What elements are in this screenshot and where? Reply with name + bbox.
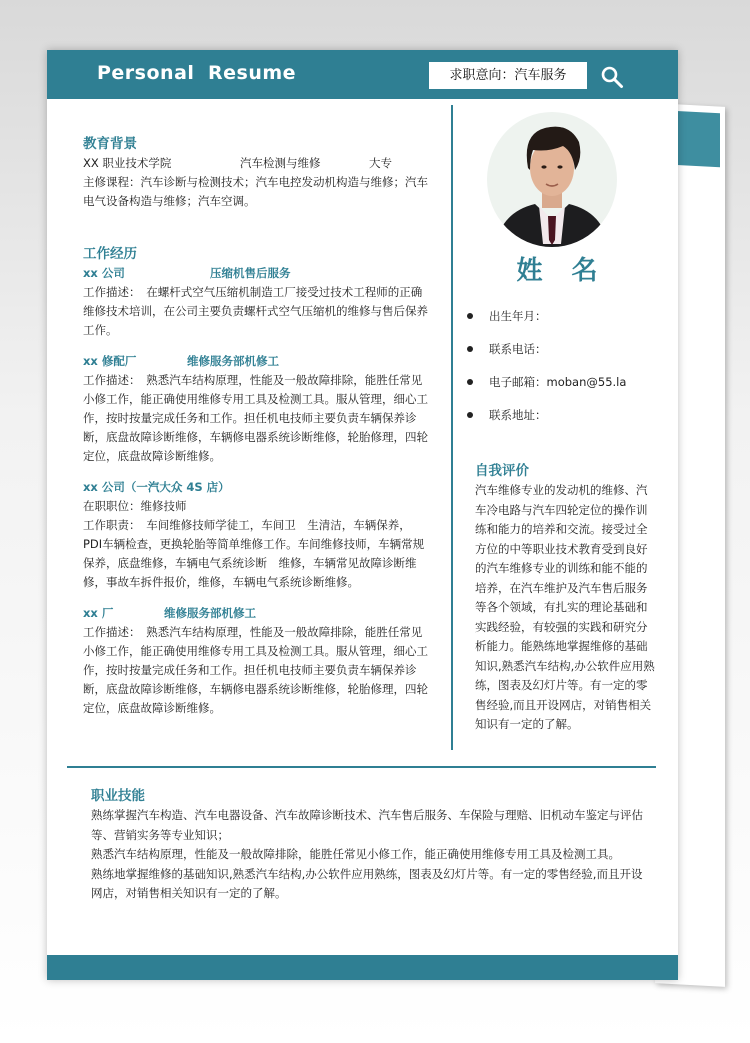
avatar-portrait xyxy=(487,112,617,247)
job-intent-box: 求职意向：汽车服务 xyxy=(429,62,587,89)
job-company: xx 修配厂 xyxy=(83,354,137,368)
skill-line: 熟练地掌握维修的基础知识,熟悉汽车结构,办公软件应用熟练，图表及幻灯片等。有一定的零售经验,而且开设网店，对销售相关知识有一定的了解。 xyxy=(91,866,643,900)
contact-item-phone: 联系电话： xyxy=(467,341,667,374)
job-description: 工作描述： 熟悉汽车结构原理，性能及一般故障排除，能胜任常见小修工作，能正确使用维修专用工具及检测工具。服从管理，细心工作，按时按量完成任务和工作。担任机电技师主要负责车辆保养诊断，底盘故障诊断维修，车辆修电器系统诊断维修，轮胎修理，四轮定位，底盘故障诊断维修。 xyxy=(83,373,428,463)
job-entry xyxy=(83,352,428,466)
job-header xyxy=(83,478,428,497)
job-company: xx 公司 xyxy=(83,266,125,280)
self-eval-text: 汽车维修专业的发动机的维修、汽车冷电路与汽车四轮定位的操作训练和能力的培养和交流。接受过全方位的中等职业技术教育受到良好的汽车维修专业的训练和能不能的培养，在汽车维护及汽车售后服务等各个领域，有扎实的理论基础和实践经验，有较强的实践和研究分析能力。能熟练地掌握维修的基础知识,熟悉汽车结构,办公软件应用熟练，图表及幻灯片等。有一定的零售经验,而且开设网店，对销售相关知识有一定的了解。 xyxy=(475,483,655,731)
skills-section xyxy=(91,786,646,904)
left-column xyxy=(83,134,428,718)
bullet-icon xyxy=(467,379,473,385)
job-title-line: 在职职位：维修技师 xyxy=(83,499,187,513)
job-header xyxy=(83,264,428,283)
job-company: xx 公司（一汽大众 4S 店） xyxy=(83,480,230,494)
header-bar xyxy=(47,50,678,99)
major: 汽车检测与维修 xyxy=(240,156,321,170)
brand-personal: Personal xyxy=(97,62,195,84)
job-description: 工作职责： 车间维修技师学徒工，车间卫 生清洁，车辆保养，PDI车辆检查，更换轮胎等简单维修工作。车间维修技师，车辆常规保养，底盘维修，车辆电气系统诊断 维修，车辆常见故障诊断维修，事故车拆件报价，维修，车辆电气系统诊断维修。 xyxy=(83,518,425,589)
bullet-icon xyxy=(467,313,473,319)
self-evaluation xyxy=(475,461,657,735)
profile-photo xyxy=(487,112,617,247)
contact-list xyxy=(467,308,667,440)
education-title: 教育背景 xyxy=(83,136,137,152)
skill-line: 熟悉汽车结构原理，性能及一般故障排除，能胜任常见小修工作，能正确使用维修专用工具及检测工具。 xyxy=(91,847,620,861)
person-name: 姓 名 xyxy=(516,256,608,286)
job-entry xyxy=(83,604,428,718)
courses: 主修课程：汽车诊断与检测技术；汽车电控发动机构造与维修；汽车电气设备构造与维修；汽车空调。 xyxy=(83,175,428,208)
back-paper-tab xyxy=(672,111,720,168)
job-header xyxy=(83,352,428,371)
job-description: 工作描述： 熟悉汽车结构原理，性能及一般故障排除，能胜任常见小修工作，能正确使用维修专用工具及检测工具。服从管理，细心工作，按时按量完成任务和工作。担任机电技师主要负责车辆保养诊断，底盘故障诊断维修，车辆修电器系统诊断维修，轮胎修理，四轮定位，底盘故障诊断维修。 xyxy=(83,625,428,715)
job-header xyxy=(83,604,428,623)
job-position: 维修服务部机修工 xyxy=(187,354,279,368)
contact-item-birth: 出生年月： xyxy=(467,308,667,341)
job-position: 压缩机售后服务 xyxy=(210,266,291,280)
brand-resume: Resume xyxy=(208,62,297,84)
work-title: 工作经历 xyxy=(83,246,137,262)
skills-title: 职业技能 xyxy=(91,788,145,804)
degree: 大专 xyxy=(369,156,392,170)
section-divider xyxy=(67,766,656,768)
job-description: 工作描述： 在螺杆式空气压缩机制造工厂接受过技术工程师的正确维修技术培训，在公司主要负责螺杆式空气压缩机的维修与售后保养工作。 xyxy=(83,285,428,337)
contact-item-email: 电子邮箱：moban@55.la xyxy=(467,374,667,407)
column-divider xyxy=(451,105,453,750)
bullet-icon xyxy=(467,412,473,418)
resume-page xyxy=(47,50,678,980)
job-company: xx 厂 xyxy=(83,606,114,620)
skill-line: 熟练掌握汽车构造、汽车电器设备、汽车故障诊断技术、汽车售后服务、车保险与理赔、旧机动车鉴定与评估等、营销实务等专业知识； xyxy=(91,808,643,842)
footer-bar xyxy=(47,955,678,980)
search-icon[interactable] xyxy=(600,65,624,89)
contact-item-address: 联系地址： xyxy=(467,407,667,440)
job-entry xyxy=(83,264,428,340)
school: XX 职业技术学院 xyxy=(83,156,172,170)
job-entry xyxy=(83,478,428,592)
bullet-icon xyxy=(467,346,473,352)
self-eval-title: 自我评价 xyxy=(475,463,529,479)
education-row xyxy=(83,154,428,173)
job-position: 维修服务部机修工 xyxy=(164,606,256,620)
